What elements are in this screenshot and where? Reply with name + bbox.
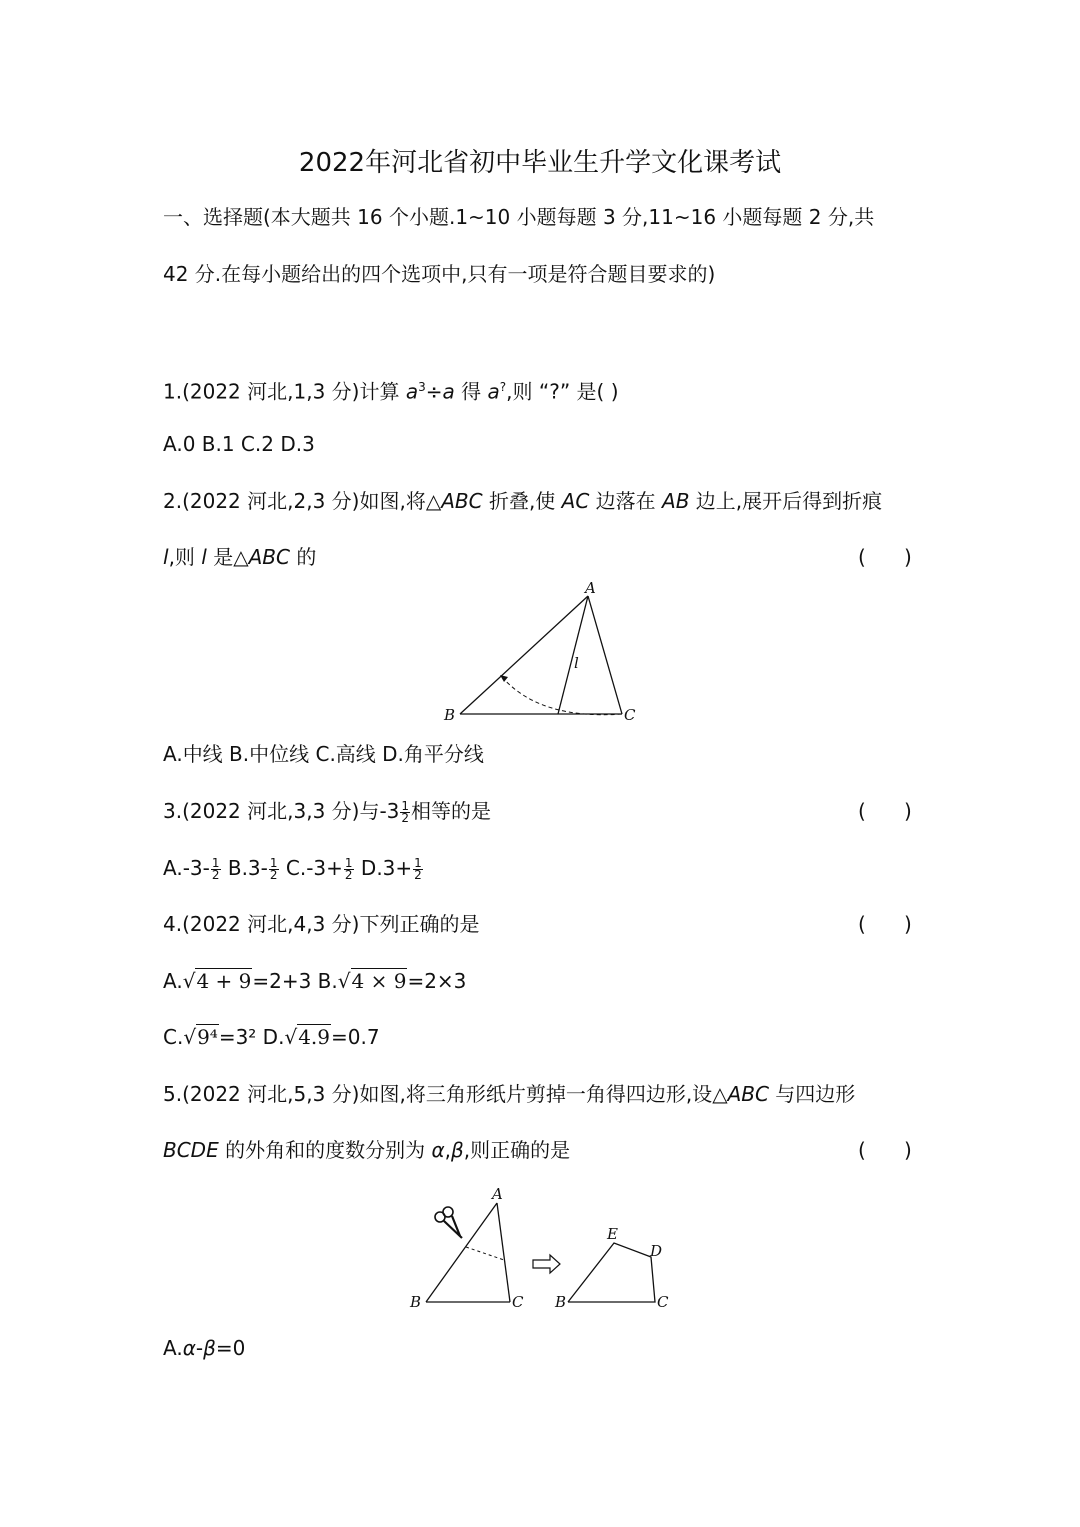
answer-bracket-q2: ( ) (858, 545, 912, 569)
transform-arrow-icon (533, 1255, 560, 1273)
fold-line-l (558, 596, 588, 714)
segment-ac (588, 596, 622, 714)
label-a: A (585, 579, 596, 597)
quadrilateral-bcde (568, 1243, 655, 1302)
label-b: B (410, 1293, 422, 1311)
question-1-stem: 1.(2022 河北,1,3 分)计算 $a^3\div a$ 得 a?,则 “?” 是( ) (163, 379, 619, 404)
page-title: 2022年河北省初中毕业生升学文化课考试 (298, 148, 782, 178)
question-2-stem-line2: l,则 l 是△ABC 的 (163, 545, 317, 569)
question-2-figure (430, 578, 650, 728)
answer-bracket-q3: ( ) (858, 799, 912, 823)
label-b2: B (555, 1293, 567, 1311)
segment-ab (460, 596, 588, 714)
section-header-line2: 42 分.在每小题给出的四个选项中,只有一项是符合题目要求的) (163, 262, 716, 286)
question-5-stem-line1: 5.(2022 河北,5,3 分)如图,将三角形纸片剪掉一角得四边形,设△ABC 与四边形 (163, 1082, 856, 1106)
question-2-stem-line1: 2.(2022 河北,2,3 分)如图,将△ABC 折叠,使 AC 边落在 AB 边上,展开后得到折痕 (163, 489, 883, 513)
label-c: C (624, 706, 636, 724)
section-header-line1: 一、选择题(本大题共 16 个小题.1~10 小题每题 3 分,11~16 小题每题 2 分,共 (163, 205, 875, 229)
question-1-options: A.0 B.1 C.2 D.3 (163, 432, 315, 456)
question-5-figure (400, 1180, 690, 1315)
fold-arrow-head (500, 675, 508, 682)
question-4-stem: 4.(2022 河北,4,3 分)下列正确的是 (163, 912, 480, 936)
question-5-option-a: A.α-β=0 (163, 1336, 246, 1360)
label-c: C (512, 1293, 524, 1311)
label-d: D (650, 1242, 663, 1260)
question-4-options-cd: C.√9⁴=3² D.√4.9=0.7 (163, 1025, 380, 1049)
answer-bracket-q4: ( ) (858, 912, 912, 936)
label-b: B (444, 706, 456, 724)
cut-line (466, 1247, 504, 1260)
scissors-icon (435, 1207, 462, 1238)
label-l: l (574, 654, 579, 672)
label-a: A (492, 1185, 503, 1203)
question-3-stem: 3.(2022 河北,3,3 分)与-3 $\frac{1}{2}$ 相等的是 (163, 799, 492, 825)
question-5-stem-line2: BCDE 的外角和的度数分别为 α,β,则正确的是 (163, 1138, 571, 1162)
answer-bracket-q5: ( ) (858, 1138, 912, 1162)
question-4-options-ab: A.√4 + 9=2+3 B.√4 × 9=2×3 (163, 969, 467, 993)
question-2-options: A.中线 B.中位线 C.高线 D.角平分线 (163, 742, 484, 766)
label-c2: C (657, 1293, 669, 1311)
fraction-one-half: $\frac{1}{2}$ (401, 799, 410, 825)
label-e: E (607, 1225, 618, 1243)
question-3-options: A.-3- $\frac{1}{2}$ B.3- $\frac{1}{2}$ C.-3+ $\frac{1}{2}$ D.3+ $\frac{1}{2}$ (163, 856, 422, 882)
